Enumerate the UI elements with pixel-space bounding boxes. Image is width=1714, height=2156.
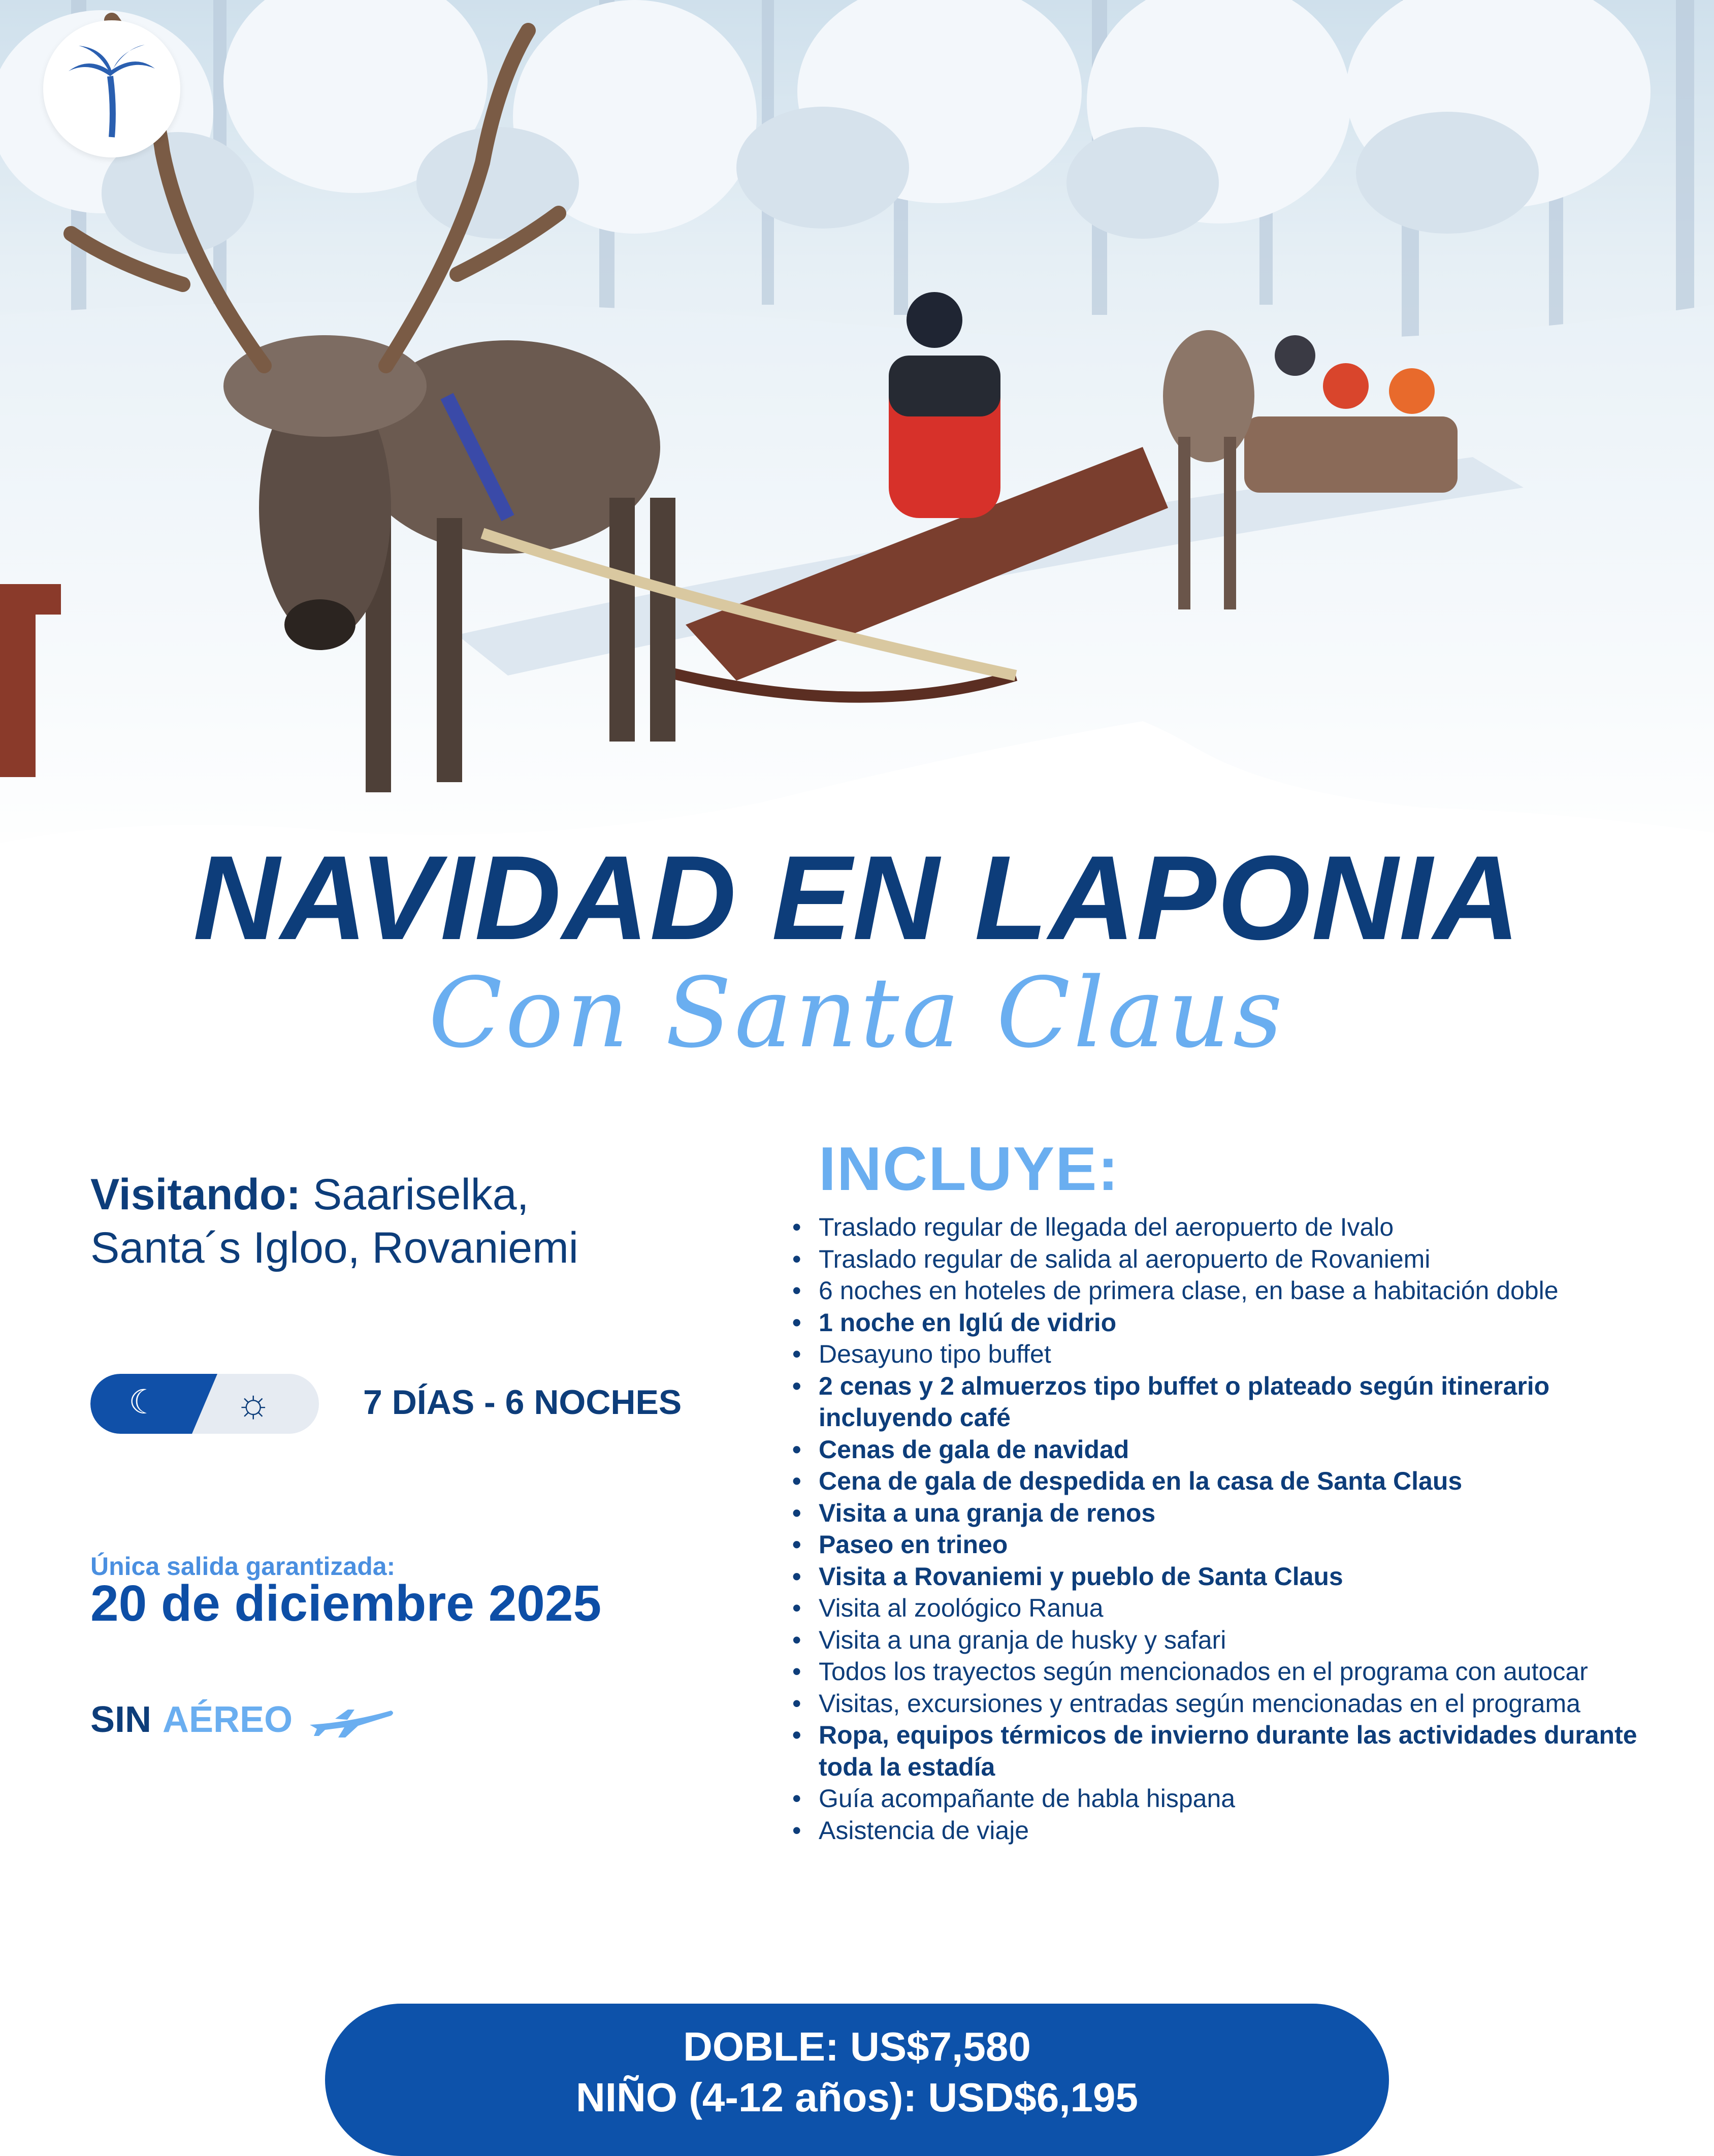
includes-item: • Visita al zoológico Ranua <box>792 1592 1656 1624</box>
includes-item: • Paseo en trineo <box>792 1529 1656 1561</box>
includes-item: • Cena de gala de despedida en la casa de Santa Claus <box>792 1465 1656 1497</box>
includes-item: • Traslado regular de llegada del aeropuerto de Ivalo <box>792 1211 1656 1243</box>
includes-item: • Guía acompañante de habla hispana <box>792 1783 1656 1815</box>
hero-photo <box>0 0 1714 874</box>
includes-item: • Visita a una granja de husky y safari <box>792 1624 1656 1656</box>
brand-logo <box>43 20 180 157</box>
includes-item: • Todos los trayectos según mencionados en el programa con autocar <box>792 1656 1656 1688</box>
includes-item: • Visita a una granja de renos <box>792 1497 1656 1529</box>
page-title: NAVIDAD EN LAPONIA <box>193 831 1521 965</box>
departure-label: Única salida garantizada: <box>90 1552 396 1581</box>
includes-item: • Ropa, equipos térmicos de invierno durante las actividades durante toda la estadía <box>792 1719 1656 1783</box>
duration-pill <box>90 1374 319 1434</box>
moon-icon: ☾ <box>128 1383 159 1421</box>
includes-item: • Traslado regular de salida al aeropuerto de Rovaniemi <box>792 1243 1656 1275</box>
includes-list <box>792 1211 1656 1846</box>
price-box <box>325 2004 1389 2156</box>
includes-item: • Visita a Rovaniemi y pueblo de Santa Claus <box>792 1561 1656 1593</box>
visit-places-1: Saariselka, <box>301 1170 529 1219</box>
flight-sin: SIN <box>90 1699 152 1740</box>
sun-icon: ☼ <box>235 1380 272 1425</box>
flight-aereo: AÉREO <box>163 1699 293 1740</box>
page-subtitle: Con Santa Claus <box>428 957 1286 1069</box>
visit-places-2: Santa´s Igloo, Rovaniemi <box>90 1223 578 1272</box>
duration-text: 7 DÍAS - 6 NOCHES <box>363 1383 682 1422</box>
departure-date: 20 de diciembre 2025 <box>90 1575 602 1632</box>
includes-item: • 1 noche en Iglú de vidrio <box>792 1307 1656 1339</box>
price-nino: NIÑO (4-12 años): USD$6,195 <box>575 2075 1139 2120</box>
includes-item: • 6 noches en hoteles de primera clase, en base a habitación doble <box>792 1275 1656 1307</box>
snow-forest-illustration <box>0 0 1714 874</box>
airplane-icon <box>305 1699 396 1740</box>
includes-item: • Cenas de gala de navidad <box>792 1434 1656 1466</box>
visit-info <box>90 1168 751 1275</box>
includes-title: INCLUYE: <box>819 1134 1120 1203</box>
flight-note <box>90 1699 396 1741</box>
includes-item: • Visitas, excursiones y entradas según mencionadas en el programa <box>792 1688 1656 1720</box>
includes-item: • Asistencia de viaje <box>792 1815 1656 1847</box>
includes-item: • 2 cenas y 2 almuerzos tipo buffet o plateado según itinerario incluyendo café <box>792 1370 1656 1434</box>
price-doble: DOBLE: US$7,580 <box>683 2024 1031 2069</box>
includes-item: • Desayuno tipo buffet <box>792 1338 1656 1370</box>
palm-tree-icon <box>43 20 180 157</box>
visit-label: Visitando: <box>90 1170 301 1219</box>
